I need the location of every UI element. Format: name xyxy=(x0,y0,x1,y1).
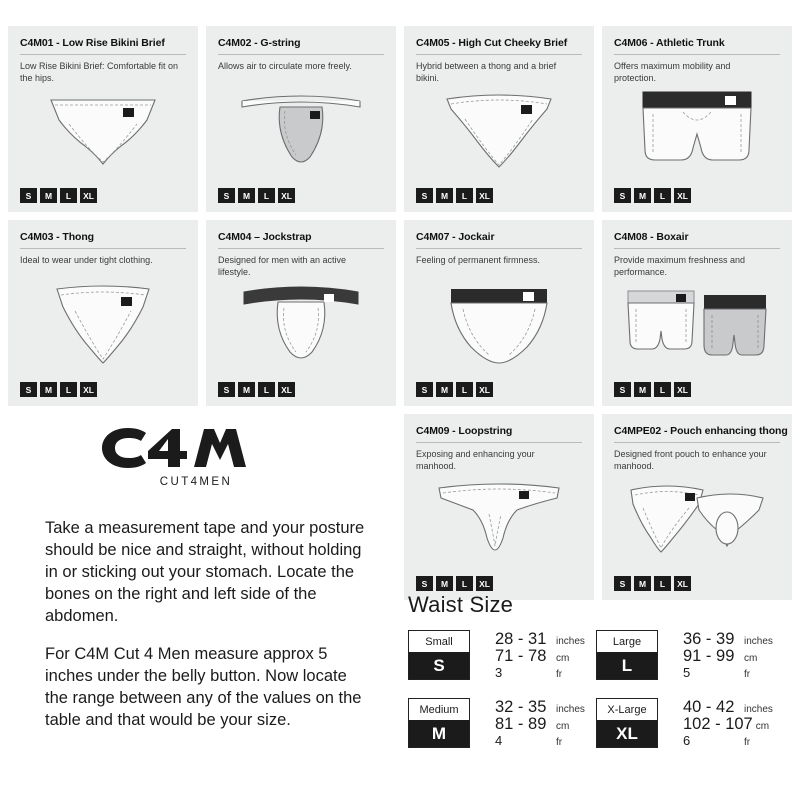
size-badges xyxy=(218,188,295,203)
measurement-instructions xyxy=(45,518,365,731)
g-string-illustration xyxy=(206,78,396,184)
size-badge: S xyxy=(416,188,433,203)
size-badge: L xyxy=(456,576,473,591)
size-badge: XL xyxy=(80,382,97,397)
size-letter: L xyxy=(597,652,657,679)
product-description: Designed front pouch to enhance your manhood. xyxy=(614,449,767,471)
size-badges xyxy=(218,382,295,397)
jockair-illustration xyxy=(404,272,594,378)
size-badges xyxy=(20,188,97,203)
size-badge: XL xyxy=(476,576,493,591)
brand-tagline: CUT4MEN xyxy=(159,476,233,488)
size-badge: M xyxy=(634,382,651,397)
instruction-paragraph-2: For C4M Cut 4 Men measure approx 5 inches under the belly button. Now locate the range between any of the values on the table and that would be your size. xyxy=(45,644,362,729)
size-badge: M xyxy=(436,382,453,397)
pouch-thong-illustration xyxy=(602,466,792,572)
product-card[interactable] xyxy=(8,26,198,212)
size-box xyxy=(596,630,658,680)
size-box xyxy=(408,698,470,748)
cm-unit: cm xyxy=(556,653,570,665)
cm-unit: cm xyxy=(744,653,758,665)
size-badges xyxy=(614,382,691,397)
size-badge: M xyxy=(238,188,255,203)
size-name: X-Large xyxy=(597,699,657,720)
size-badge: L xyxy=(258,382,275,397)
fr-value: 4 xyxy=(495,732,503,748)
size-badge: S xyxy=(614,576,631,591)
size-badge: M xyxy=(634,576,651,591)
size-badge: M xyxy=(238,382,255,397)
product-description: Provide maximum freshness and performance. xyxy=(614,255,746,277)
size-badge: L xyxy=(654,576,671,591)
product-description: Low Rise Bikini Brief: Comfortable fit on the hips. xyxy=(20,61,179,83)
size-badge: S xyxy=(416,382,433,397)
cheeky-brief-illustration xyxy=(404,78,594,184)
size-badge: L xyxy=(456,188,473,203)
size-badge: S xyxy=(20,382,37,397)
size-badge: XL xyxy=(674,188,691,203)
inches-value: 32 - 35 xyxy=(495,698,547,717)
cm-unit: cm xyxy=(556,721,570,733)
product-code: C4M03 - Thong xyxy=(20,231,186,249)
size-badge: XL xyxy=(674,382,691,397)
thong-illustration xyxy=(8,272,198,378)
product-description: Hybrid between a thong and a brief bikini. xyxy=(416,61,557,83)
size-badge: S xyxy=(218,188,235,203)
product-description: Ideal to wear under tight clothing. xyxy=(20,255,153,265)
cm-value: 91 - 99 xyxy=(683,647,735,666)
size-badge: L xyxy=(654,382,671,397)
size-badge: XL xyxy=(476,382,493,397)
size-badge: L xyxy=(654,188,671,203)
inches-unit: inches xyxy=(744,704,773,716)
product-code: C4MPE02 - Pouch enhancing thong xyxy=(614,425,780,443)
product-card[interactable] xyxy=(602,26,792,212)
inches-unit: inches xyxy=(556,704,585,716)
product-description: Allows air to circulate more freely. xyxy=(218,61,352,71)
size-badges xyxy=(20,382,97,397)
size-badge: XL xyxy=(278,382,295,397)
product-code: C4M09 - Loopstring xyxy=(416,425,582,443)
jockstrap-illustration xyxy=(206,272,396,378)
size-cell-medium xyxy=(408,698,488,748)
fr-unit: fr xyxy=(556,668,563,680)
fr-value: 5 xyxy=(683,664,691,680)
fr-unit: fr xyxy=(744,736,751,748)
fr-value: 3 xyxy=(495,664,503,680)
product-card[interactable] xyxy=(602,220,792,406)
size-badge: S xyxy=(218,382,235,397)
size-badges xyxy=(614,576,691,591)
bikini-brief-illustration xyxy=(8,78,198,184)
size-cell-xlarge xyxy=(596,698,676,748)
size-badges xyxy=(416,576,493,591)
size-badge: M xyxy=(436,576,453,591)
size-badge: S xyxy=(20,188,37,203)
inches-unit: inches xyxy=(556,636,585,647)
size-badge: XL xyxy=(476,188,493,203)
size-badge: M xyxy=(40,382,57,397)
size-letter: XL xyxy=(597,720,657,747)
size-badge: XL xyxy=(278,188,295,203)
size-badge: M xyxy=(40,188,57,203)
product-code: C4M04 – Jockstrap xyxy=(218,231,384,249)
product-card[interactable] xyxy=(8,220,198,406)
size-name: Large xyxy=(597,631,657,652)
fr-unit: fr xyxy=(744,668,751,680)
cm-value: 81 - 89 xyxy=(495,715,547,734)
product-code: C4M02 - G-string xyxy=(218,37,384,55)
size-badges xyxy=(416,188,493,203)
size-badge: S xyxy=(614,188,631,203)
cm-unit: cm xyxy=(755,721,770,733)
waist-size-section xyxy=(408,592,788,748)
size-badge: XL xyxy=(80,188,97,203)
product-code: C4M01 - Low Rise Bikini Brief xyxy=(20,37,186,55)
product-code: C4M05 - High Cut Cheeky Brief xyxy=(416,37,582,55)
inches-value: 40 - 42 xyxy=(683,698,735,717)
size-name: Small xyxy=(409,631,469,652)
size-letter: M xyxy=(409,720,469,747)
waist-size-table xyxy=(408,630,788,748)
loopstring-illustration xyxy=(404,466,594,572)
size-cell-large xyxy=(596,630,676,680)
inches-value: 28 - 31 xyxy=(495,630,547,648)
product-card[interactable] xyxy=(206,220,396,406)
fr-unit: fr xyxy=(556,736,563,748)
size-badge: L xyxy=(60,188,77,203)
size-badges xyxy=(416,382,493,397)
size-badges xyxy=(614,188,691,203)
fr-value: 6 xyxy=(683,732,691,748)
athletic-trunk-illustration xyxy=(602,78,792,184)
size-badge: L xyxy=(456,382,473,397)
product-grid xyxy=(8,26,792,600)
size-box xyxy=(408,630,470,680)
size-cell-small xyxy=(408,630,488,680)
size-badge: L xyxy=(258,188,275,203)
size-measures-xlarge xyxy=(676,698,786,748)
size-name: Medium xyxy=(409,699,469,720)
size-measures-small xyxy=(488,630,596,680)
boxair-illustration xyxy=(602,272,792,378)
product-card[interactable] xyxy=(404,414,594,600)
product-description: Designed for men with an active lifestyle. xyxy=(218,255,347,277)
product-card[interactable] xyxy=(206,26,396,212)
product-code: C4M07 - Jockair xyxy=(416,231,582,249)
cm-value: 71 - 78 xyxy=(495,647,547,666)
size-badge: XL xyxy=(674,576,691,591)
product-card[interactable] xyxy=(404,220,594,406)
brand-logo-block xyxy=(86,424,306,488)
size-badge: M xyxy=(436,188,453,203)
size-measures-large xyxy=(676,630,786,680)
size-measures-medium xyxy=(488,698,596,748)
c4m-logo-icon xyxy=(86,424,306,472)
product-card[interactable] xyxy=(404,26,594,212)
size-letter: S xyxy=(409,652,469,679)
size-badge: L xyxy=(60,382,77,397)
size-badge: S xyxy=(614,382,631,397)
product-card[interactable] xyxy=(602,414,792,600)
inches-value: 36 - 39 xyxy=(683,630,735,648)
product-code: C4M08 - Boxair xyxy=(614,231,780,249)
size-badge: M xyxy=(634,188,651,203)
product-description: Exposing and enhancing your manhood. xyxy=(416,449,535,471)
cm-value: 102 - 107 xyxy=(683,715,753,734)
size-badge: S xyxy=(416,576,433,591)
waist-size-title: Waist Size xyxy=(408,592,514,617)
product-description: Feeling of permanent firmness. xyxy=(416,255,541,265)
product-code: C4M06 - Athletic Trunk xyxy=(614,37,780,55)
instruction-paragraph-1: Take a measurement tape and your posture should be nice and straight, without holding in or sticking out your stomach. Locate the bones on the right and left side of the abdomen. xyxy=(45,519,365,625)
product-description: Offers maximum mobility and protection. xyxy=(614,61,731,83)
size-box xyxy=(596,698,658,748)
inches-unit: inches xyxy=(744,636,773,647)
